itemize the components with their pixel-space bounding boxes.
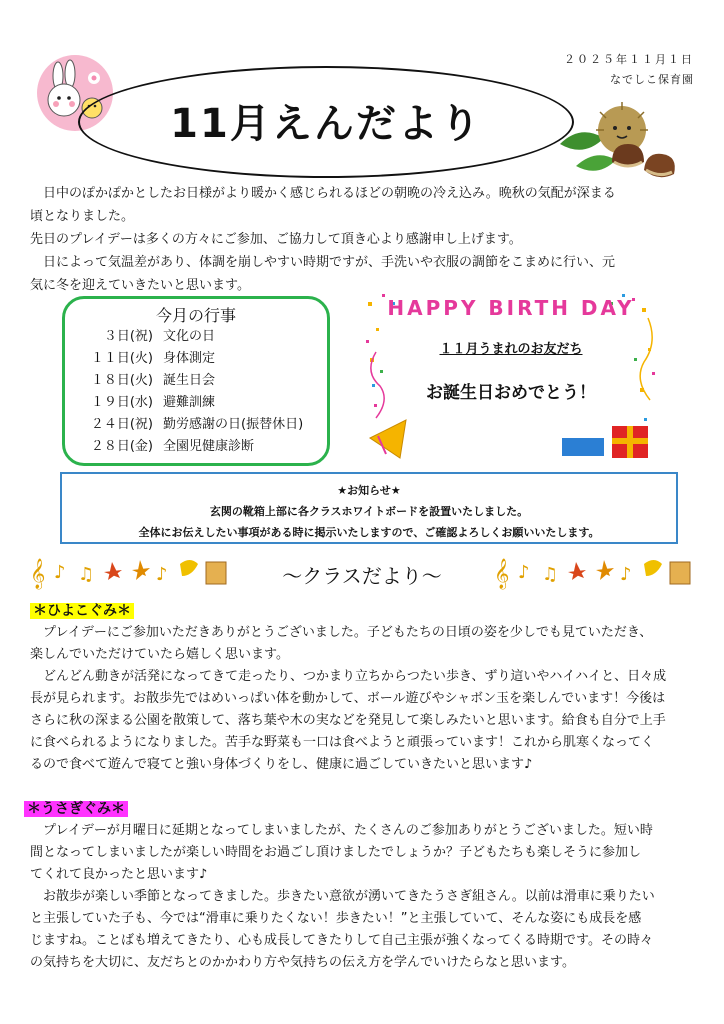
event-name: 全園児健康診断	[163, 439, 255, 454]
hiyoko-line: さらに秋の深まる公園を散策して、落ち葉や木の実などを発見して楽しみたいと思います。給食も自分で上手	[30, 713, 666, 728]
notice-line: 玄関の靴箱上部に各クラスホワイトボードを設置いたしました。	[209, 505, 529, 518]
hiyoko-line: プレイデーにご参加いただきありがとうございました。子どもたちの日頃の姿を少しでも見ていただき、	[30, 625, 653, 640]
birthday-card	[362, 288, 660, 464]
newsletter-date: ２０２５年１１月１日	[564, 53, 694, 66]
svg-text:♫: ♫	[78, 564, 95, 585]
event-row	[65, 370, 327, 392]
music-leaf-border	[30, 552, 230, 592]
hiyoko-line: どんどん動きが活発になってきて走ったり、つかまり立ちからつたい歩き、ずり這いやハイハイと、日々成	[30, 669, 667, 684]
hiyoko-line: 楽しんでいただけていたら嬉しく思います。	[30, 647, 289, 662]
usagi-line: じますね。ことばも増えてきたり、心も成長してきたりして自己主張が強くなってくる時期です。その時々	[30, 933, 653, 948]
usagi-line: と主張していた子も、今では“滑車に乗りたくない！歩きたい！”と主張していて、そんな姿にも成長を感	[30, 911, 642, 926]
event-name: 誕生日会	[163, 373, 216, 388]
party-popper-icon	[370, 420, 406, 458]
svg-text:♫: ♫	[542, 564, 559, 585]
svg-text:♪: ♪	[518, 562, 530, 583]
school-name: なでしこ保育園	[610, 73, 694, 86]
intro-line: 先日のプレイデーは多くの方々にご参加、ご協力して頂き心より感謝申し上げます。	[30, 232, 522, 247]
svg-text:♪: ♪	[156, 564, 168, 585]
class-news-title: ～クラスだより～	[282, 564, 442, 588]
event-row	[65, 326, 327, 348]
usagi-label: ＊うさぎぐみ＊	[24, 801, 128, 817]
svg-text:♪: ♪	[54, 562, 66, 583]
event-date: １９日(水)	[90, 395, 153, 410]
birthday-subheading-text: １１月うまれのお友だち	[439, 342, 583, 357]
usagi-label-wrap	[24, 798, 128, 819]
svg-text:𝄞: 𝄞	[494, 559, 510, 589]
event-row	[65, 414, 327, 436]
usagi-line: 間となってしまいましたが楽しい時間をお過ごし頂けましたでしょうか？子どもたちも楽しそうに参加し	[30, 845, 642, 860]
page-title: 11月えんだより	[170, 101, 482, 147]
svg-text:♪: ♪	[620, 564, 632, 585]
notice-title: ★お知らせ★	[337, 484, 401, 497]
music-leaf-border	[494, 552, 694, 592]
usagi-line: の気持ちを大切に、友だちとのかかわり方や気持ちの伝え方を学んでいけたらなと思います。	[30, 955, 575, 970]
event-date: １８日(火)	[90, 373, 153, 388]
usagi-line: てくれて良かったと思います♪	[30, 867, 208, 882]
usagi-text	[30, 820, 696, 974]
hiyoko-label-wrap	[30, 600, 134, 621]
hiyoko-line: 長が見られます。お散歩先ではめいっぱい体を動かして、ボール遊びやシャボン玉を楽しんでいます！今後は	[30, 691, 666, 706]
blue-box-icon	[562, 438, 604, 456]
event-name: 身体測定	[163, 351, 216, 366]
events-title: 今月の行事	[155, 306, 236, 325]
event-row	[65, 348, 327, 370]
intro-line: 日中のぽかぽかとしたお日様がより暖かく感じられるほどの朝晩の冷え込み。晩秋の気配が深まる	[30, 186, 616, 201]
event-name: 文化の日	[163, 329, 216, 344]
hiyoko-label: ＊ひよこぐみ＊	[30, 603, 134, 619]
intro-line: 頃となりました。	[30, 209, 135, 224]
intro-line: 日によって気温差があり、体調を崩しやすい時期ですが、手洗いや衣服の調節をこまめに行い、元	[30, 255, 616, 270]
birthday-heading: HAPPY BIRTH DAY	[387, 296, 635, 320]
usagi-line: お散歩が楽しい季節となってきました。歩きたい意欲が湧いてきたうさぎ組さん。以前は滑車に乗りたい	[30, 889, 655, 904]
event-name: 勤労感謝の日(振替休日)	[163, 417, 304, 432]
notice-box	[60, 472, 678, 544]
intro-line: 気に冬を迎えていきたいと思います。	[30, 278, 250, 293]
events-box	[62, 296, 330, 466]
hiyoko-line: るので食べて遊んで寝てと強い身体づくりをし、健康に過ごしていきたいと思います♪	[30, 757, 533, 772]
event-date: ２４日(祝)	[90, 417, 153, 432]
svg-text:𝄞: 𝄞	[30, 559, 46, 589]
event-date: ３日(祝)	[103, 329, 153, 344]
event-date: １１日(火)	[90, 351, 153, 366]
event-row	[65, 392, 327, 414]
hiyoko-text	[30, 622, 696, 776]
event-date: ２８日(金)	[90, 439, 153, 454]
birthday-message: お誕生日おめでとう！	[426, 383, 596, 403]
notice-line: 全体にお伝えしたい事項がある時に掲示いたしますので、ご確認よろしくお願いいたします。	[138, 526, 600, 539]
event-name: 避難訓練	[163, 395, 216, 410]
event-row	[65, 436, 327, 458]
gift-icon	[612, 426, 648, 458]
hiyoko-line: に食べられるようになりました。苦手な野菜も一口は食べようと頑張っています！これから肌寒くなってく	[30, 735, 655, 750]
chestnut-icon	[556, 100, 690, 184]
usagi-line: プレイデーが月曜日に延期となってしまいましたが、たくさんのご参加ありがとうございました。短い時	[30, 823, 653, 838]
intro-text	[30, 182, 698, 297]
birthday-subheading	[362, 338, 660, 357]
